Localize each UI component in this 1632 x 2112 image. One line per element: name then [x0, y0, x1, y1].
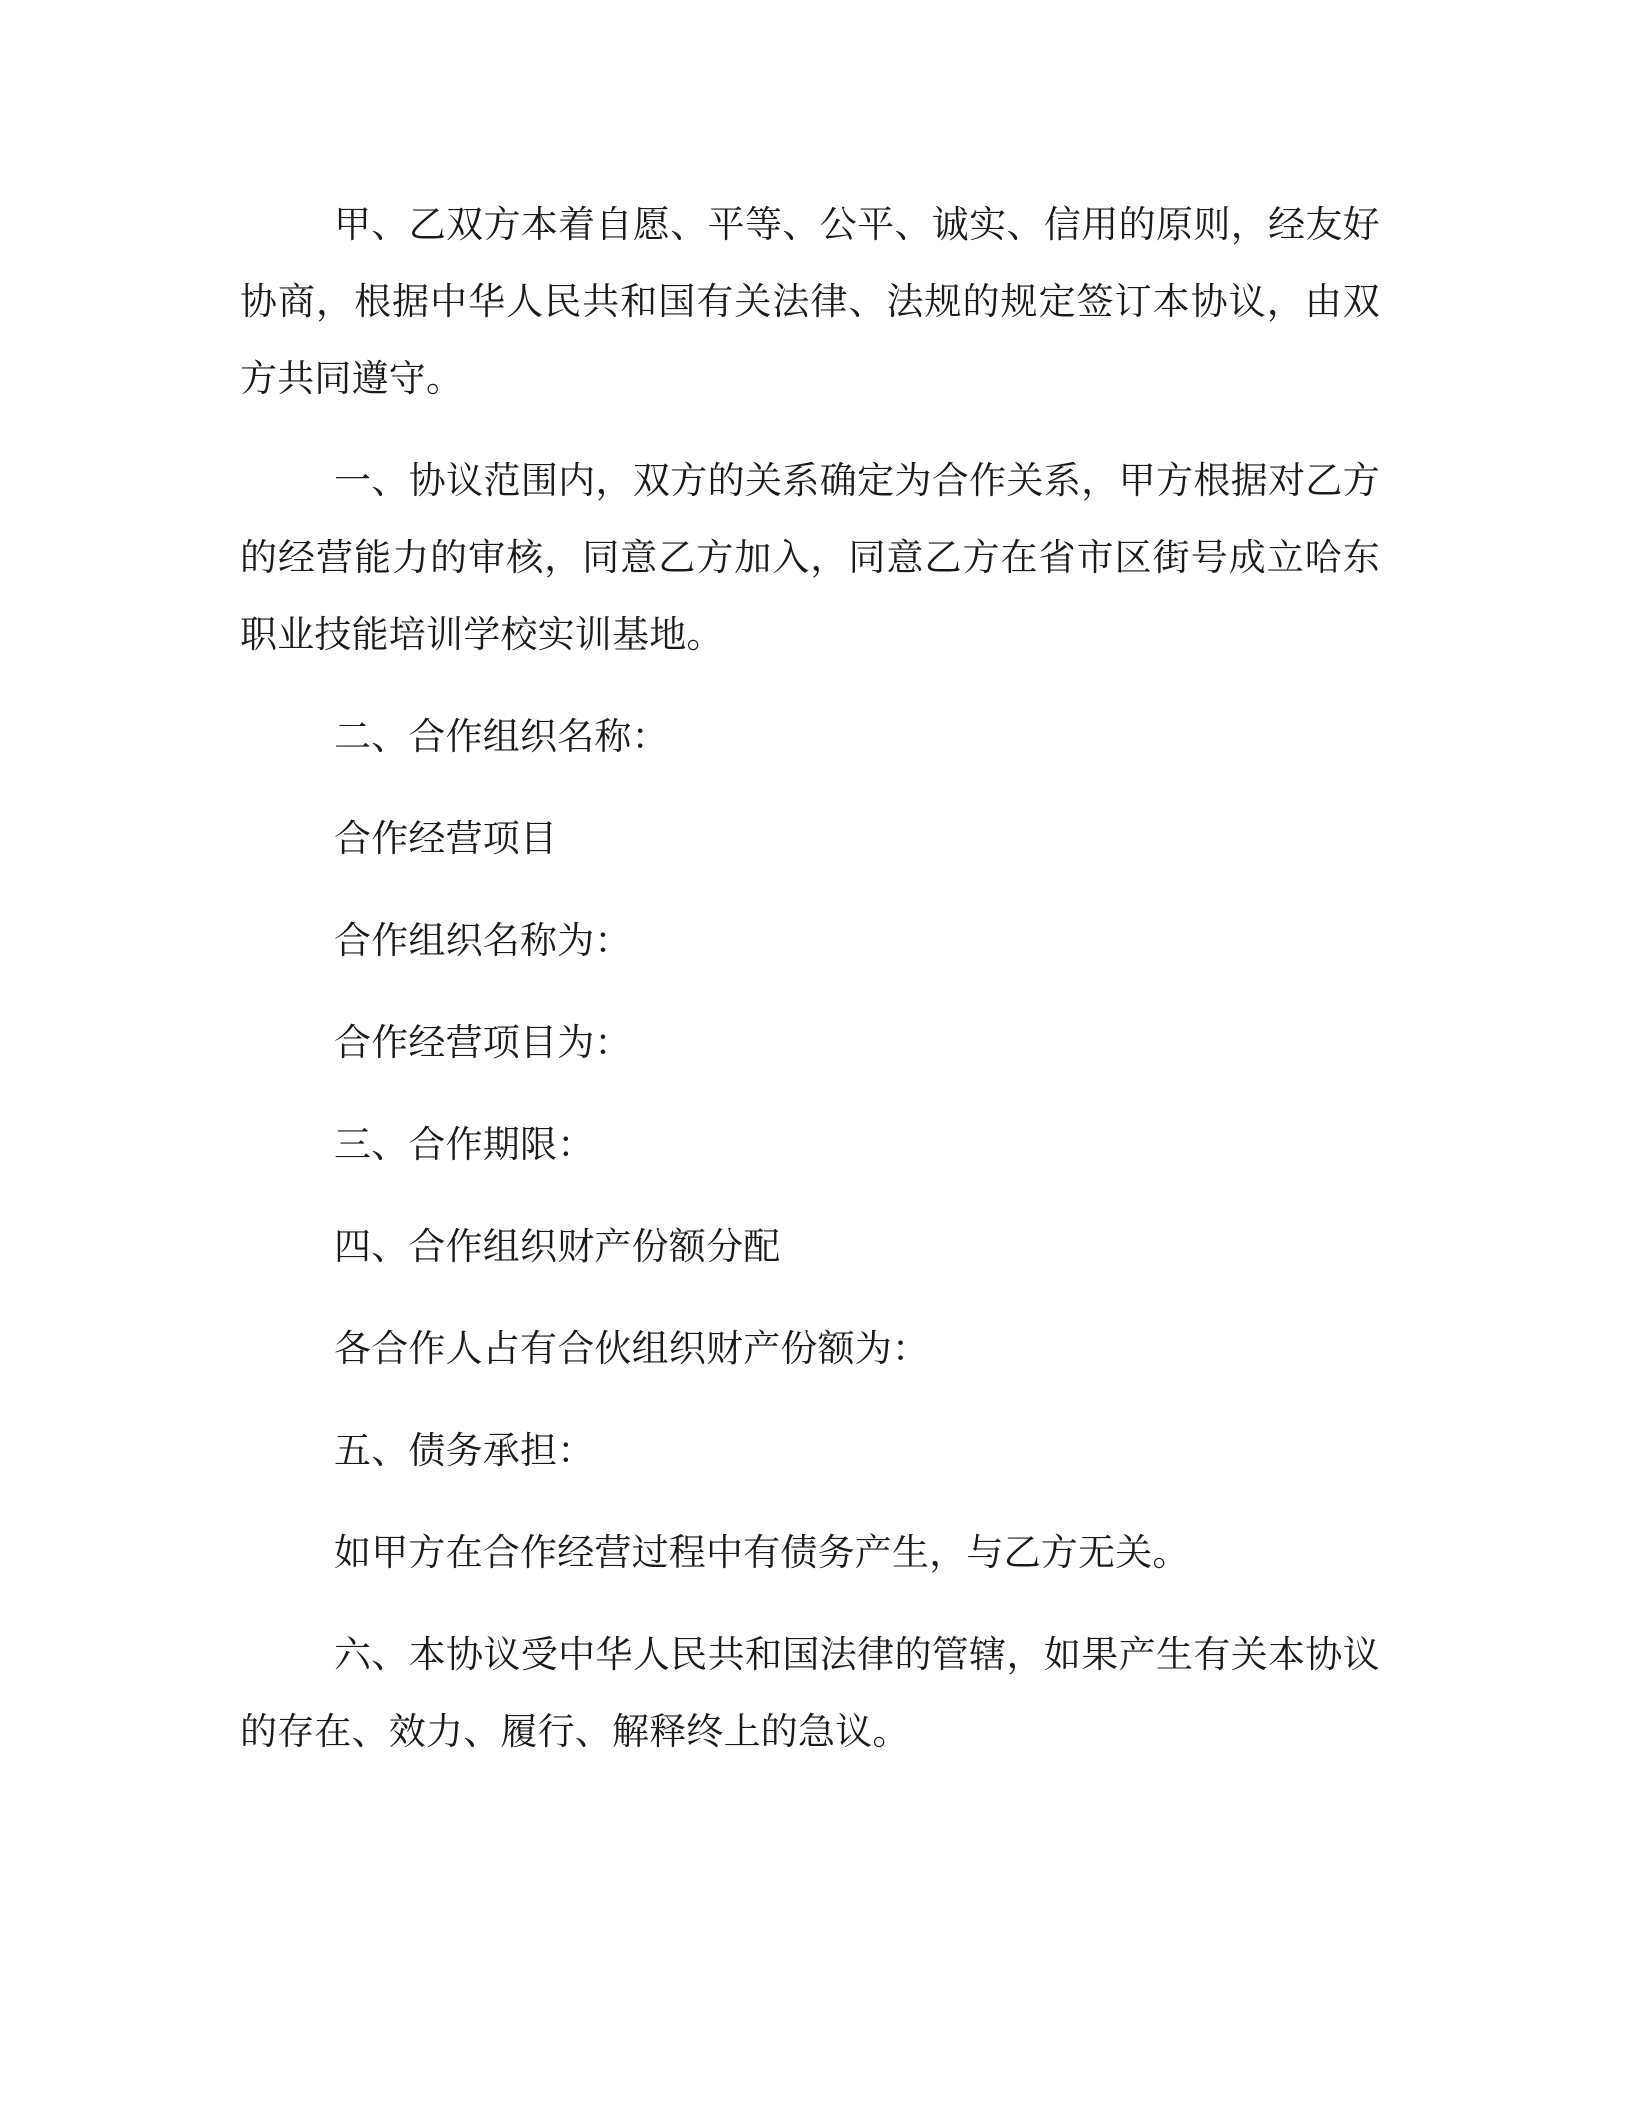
- paragraph-clause-2-heading: 二、合作组织名称：: [334, 715, 669, 758]
- paragraph-property-share: 各合作人占有合伙组织财产份额为：: [334, 1327, 930, 1370]
- paragraph-organization-name: 合作组织名称为：: [334, 919, 632, 962]
- document-body: [240, 186, 1380, 1795]
- paragraph-clause-4-heading: 四、合作组织财产份额分配: [334, 1225, 781, 1268]
- paragraph-clause-3-heading: 三、合作期限：: [334, 1123, 595, 1166]
- paragraph-preamble: 甲、乙双方本着自愿、平等、公平、诚实、信用的原则，经友好协商，根据中华人民共和国有关法律、法规的规定签订本协议，由双方共同遵守。: [240, 203, 1380, 400]
- paragraph-clause-6: 六、本协议受中华人民共和国法律的管辖，如果产生有关本协议的存在、效力、履行、解释终上的急议。: [240, 1633, 1380, 1753]
- paragraph-debt-liability: 如甲方在合作经营过程中有债务产生，与乙方无关。: [334, 1531, 1190, 1574]
- paragraph-business-project: 合作经营项目: [334, 817, 558, 860]
- paragraph-clause-1: 一、协议范围内，双方的关系确定为合作关系，甲方根据对乙方的经营能力的审核，同意乙方加入，同意乙方在省市区街号成立哈东职业技能培训学校实训基地。: [240, 459, 1380, 656]
- paragraph-clause-5-heading: 五、债务承担：: [334, 1429, 595, 1472]
- paragraph-business-project-is: 合作经营项目为：: [334, 1021, 632, 1064]
